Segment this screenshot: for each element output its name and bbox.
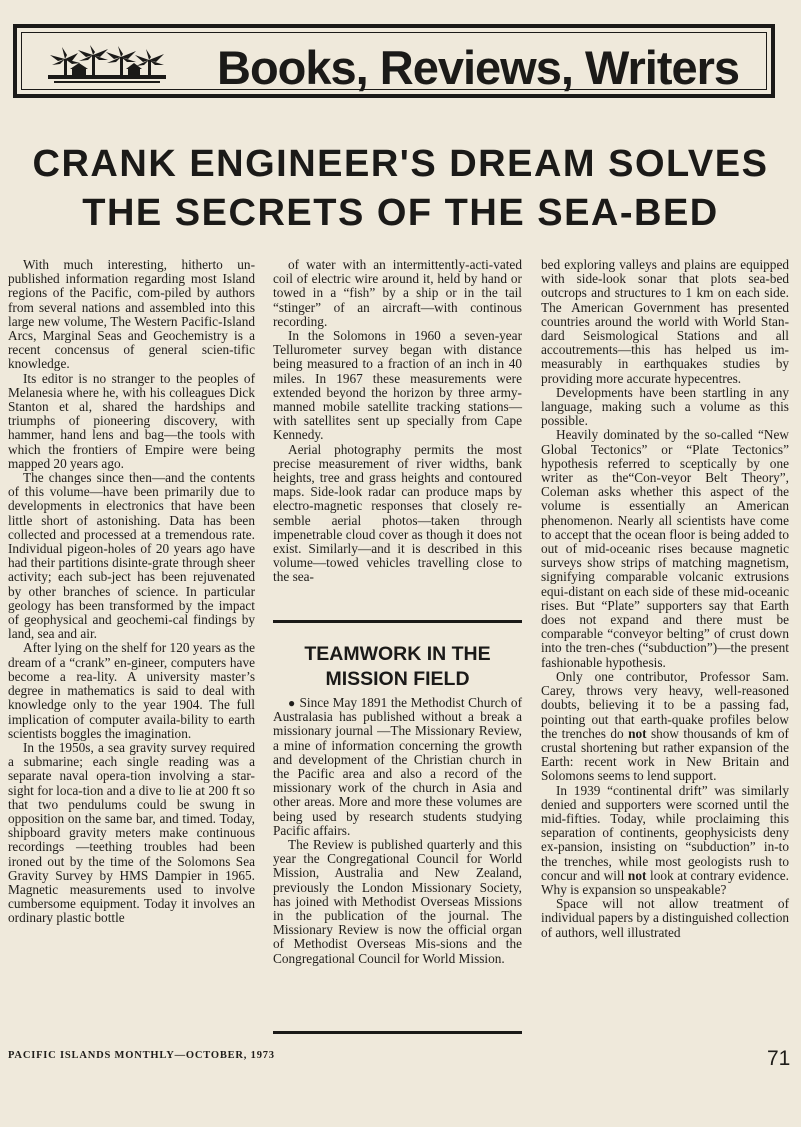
article-column-2 — [273, 258, 522, 585]
paragraph: Space will not allow treatment of individual papers by a distinguished collection of authors, well illustrated — [541, 896, 789, 940]
sidebar-top-rule — [273, 620, 522, 623]
sidebar-bottom-rule — [273, 1031, 522, 1034]
text-run: In 1939 “continental drift” was similarly denied and supporters were scorned until the mid-fifties. Today, while proclaiming this separation of continents, geophysicists deny ex-pansion, insisting on “subduction” in-to the trenches, while most geologists rush to concur and will — [541, 782, 789, 883]
paragraph: Its editor is no stranger to the peoples of Melanesia where he, with his colleagues Dick Stanton et al, shared the hardships and triumphs of pioneering discovery, with hammer, hand lens and bag—the tools with which the frontiers of Empire were being mapped 20 years ago. — [8, 370, 255, 471]
paragraph: Developments have been startling in any language, making such a volume as this possible. — [541, 384, 789, 429]
article-column-3 — [541, 258, 789, 940]
bullet-icon: ● — [288, 696, 296, 710]
paragraph: Aerial photography permits the most precise measurement of river widths, bank heights, tree and grass heights and contoured maps. Side-look radar can produce maps by electro-magnetic responses that closely re-semble aerial photos—taken through impenetrable cloud cover as though it does not exist. Similarly—and it is described in this volume—towed vehicles travelling close to the sea- — [273, 441, 522, 585]
publication-footer: PACIFIC ISLANDS MONTHLY—OCTOBER, 1973 — [8, 1050, 275, 1061]
paragraph: of water with an intermittently-acti-vated coil of electric wire around it, held by hand or towed in a “fish” by a ship or in the tail “stinger” of an aircraft—with continous recording. — [273, 257, 522, 329]
sidebar-body — [273, 696, 522, 966]
article-column-1 — [8, 258, 255, 926]
headline-line-1: CRANK ENGINEER'S DREAM SOLVES — [32, 143, 769, 185]
paragraph — [273, 696, 522, 838]
paragraph — [541, 670, 789, 784]
sidebar-paragraph-1: Since May 1891 the Methodist Church of Australasia has published without a break a missionary journal —The Missionary Review, a mine of information concerning the growth and development of the Christian church in the Pacific area and also a record of the missionary work of the church in Asia and other areas. More and more these volumes are being used by research students studying Pacific affairs. — [273, 695, 522, 838]
paragraph: In the 1950s, a sea gravity survey required a submarine; each single reading was a separate naval opera-tion involving a star-sight for loca-tion and a dive to lie at 200 ft so that two pendulums could be swung in opposition on the same bar, and timed. Today, shipboard gravity meters make continuous recordings —teething troubles had been ironed out by the time of the Solomons Sea Gravity Survey by HMS Dampier in 1965. Magnetic measurements used to involve cumbersome equipment. Today it involves an ordinary plastic bottle — [8, 739, 255, 926]
paragraph: In the Solomons in 1960 a seven-year Tellurometer survey began with distance being measured to a fraction of an inch in 40 miles. In 1967 these measurements were extended beyond the horizon by three army-manned mobile satellite tracking stations—with satellites sent up specially from Cape Kennedy. — [273, 328, 522, 443]
paragraph: Heavily dominated by the so-called “New Global Tectonics” or “Plate Tectonics” hypothesis referred to sceptically by one writer as the“Con-veyor Belt Theory”, Coleman asks whether this aspect of the volume is essentially an American phenomenon. Nearly all scientists have come to accept that the ocean floor is being added to out of mid-oceanic rises because magnetic surveys show strips of matching magnetism, signifying comparable volcanic extrusions equi-distant on each side of these mid-oceanic rises. But “Plate” supporters say that Earth does not expand and there must be comparable “conveyor belting” of crust down into the tren-ches (“subduction”)—the present fashionable hypothesis. — [541, 427, 789, 670]
paragraph: After lying on the shelf for 120 years as the dream of a “crank” en-gineer, computers have become a rea-lity. A university master’s degree in mathematics is said to deal with knowledge only to the year 1904. The full implication of computer availa-bility to earth scientists boggles the imagination. — [8, 640, 255, 741]
palm-trees-logo-icon — [48, 45, 166, 93]
paragraph: bed exploring valleys and plains are equipped with side-look sonar that plots sea-bed outcrops and structures to 1 km on each side. The American Government has presented countries around the world with World Stan-dard Seismological Stations and all accoutrements—this has helped us im-measurably in earthquakes studies by providing more accurate hypecentres. — [541, 257, 789, 386]
page-number: 71 — [767, 1047, 791, 1070]
paragraph: The Review is published quarterly and this year the Congregational Council for World Mission, Australia and New Zealand, previously the London Missionary Society, has joined with Methodist Overseas Missions in the publication of the journal. The Missionary Review is now the official organ of Methodist Overseas Mis-sions and the Congregational Council for World Mission. — [273, 837, 522, 966]
emphasis: not — [627, 867, 647, 883]
text-run: show thousands of km of crustal shortening but rather expansion of the Earth: recent work in New Britain and Solomons seems to lend support. — [541, 725, 789, 784]
section-title: Books, Reviews, Writers — [217, 41, 740, 94]
section-header — [13, 24, 775, 98]
paragraph — [541, 784, 789, 898]
paragraph: With much interesting, hitherto un-published information regarding most Island regions of the Pacific, com-piled by authors from several nations and assembled into this large new volume, The Western Pacific-Island Arcs, Marginal Seas and Geochemistry is a recent concensus of general scien-tific knowledge. — [8, 257, 255, 372]
text-run: look at contrary evidence. Why is expansion so unspeakable? — [541, 867, 789, 897]
text-run: Only one contributor, Professor Sam. Carey, throws very heavy, well-reasoned doubts, believing it to be a passing fad, pointing out that earth-quake profiles below the trenches do — [541, 668, 789, 741]
paragraph: The changes since then—and the contents of this volume—have been primarily due to developments in electronics that have been little short of astonishing. Data has been collected and processed at a tremendous rate. Individual pigeon-holes of 20 years ago have had their partitions disinte-grate through sheer activity; each sub-ject has been rejuvenated by other branches of science. In particular geology has been transformed by the impact of geophysical and geochemi-cal findings by land, sea and air. — [8, 470, 255, 642]
sidebar-title: TEAMWORK IN THE MISSION FIELD — [304, 643, 491, 690]
headline-line-2: THE SECRETS OF THE SEA-BED — [82, 192, 719, 234]
emphasis: not — [628, 725, 647, 741]
section-header-inner — [21, 32, 767, 94]
